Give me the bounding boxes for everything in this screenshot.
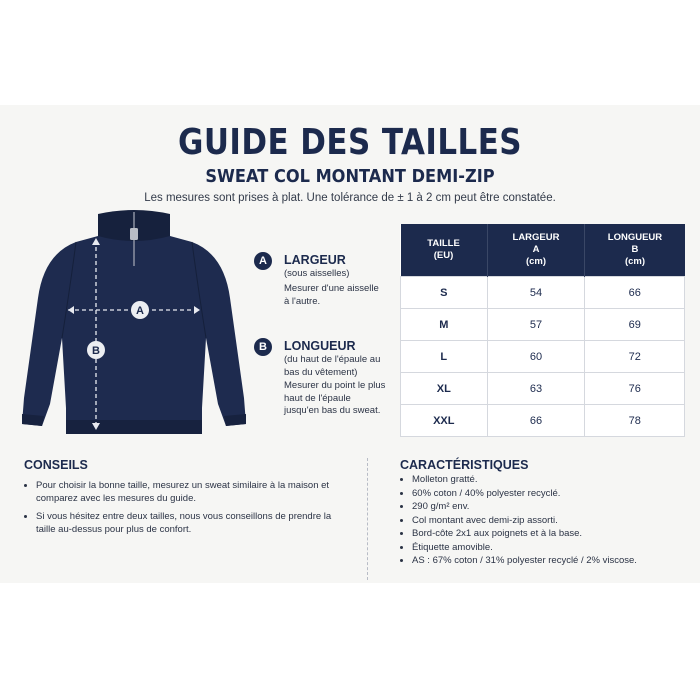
header-length-label: LONGUEUR [607,232,663,243]
length-cell: 72 [585,341,685,373]
header-size-label: TAILLE [427,238,460,249]
measure-a-description: Mesurer d'une aisselle à l'autre. [284,283,379,307]
table-row [401,405,685,437]
length-cell: 69 [585,309,685,341]
header-length-marker: B [631,244,639,255]
width-cell: 60 [487,341,585,373]
list-item: • Molleton gratté. [412,473,697,486]
zip-pull-icon [130,228,138,240]
width-cell: 54 [487,277,585,309]
width-cell: 66 [487,405,585,437]
length-cell: 76 [585,373,685,405]
header-size [401,224,488,277]
measure-b-title: LONGUEUR [284,339,356,353]
marker-b-label: B [92,345,100,357]
measure-b-description: Mesurer du point le plus haut de l'épaule jusqu'en bas du sweat. [284,380,386,416]
letter-a-marker-icon: A [254,252,272,270]
marker-a-label: A [136,305,144,317]
size-cell: L [401,341,488,373]
list-item: • AS : 67% coton / 31% polyester recyclé / 2% viscose. [412,554,697,567]
length-cell: 78 [585,405,685,437]
page-subtitle: SWEAT COL MONTANT DEMI-ZIP [205,166,495,187]
sweatshirt-illustration [16,208,252,444]
header-width [487,224,585,277]
header-width-marker: A [532,244,540,255]
measure-b-subtitle: (du haut de l'épaule au bas du vêtement) [284,354,381,378]
size-cell: M [401,309,488,341]
list-item: • Col montant avec demi-zip assorti. [412,514,697,527]
measure-a-subtitle: (sous aisselles) [284,268,350,279]
measure-a-title: LARGEUR [284,253,346,267]
section-divider [367,458,368,580]
size-cell: XL [401,373,488,405]
letter-b-marker-icon: B [254,338,272,356]
size-table-header [401,224,685,277]
tips-title: CONSEILS [24,458,88,472]
waistband [66,420,202,434]
size-table [400,224,685,437]
table-row [401,341,685,373]
table-row [401,309,685,341]
list-item: • Si vous hésitez entre deux tailles, nous vous conseillons de prendre la taille au-dessus pour plus de confort. [36,510,348,536]
header-length-unit: (cm) [624,256,645,267]
page-title: GUIDE DES TAILLES [177,122,523,163]
features-list [400,473,697,568]
length-cell: 66 [585,277,685,309]
list-item: • Étiquette amovible. [412,541,697,554]
size-cell: S [401,277,488,309]
header-size-unit: (EU) [433,250,454,261]
size-cell: XXL [401,405,488,437]
left-cuff [22,414,44,426]
header-length [585,224,685,277]
width-cell: 57 [487,309,585,341]
list-item: • Pour choisir la bonne taille, mesurez un sweat similaire à la maison et comparez avec les mesures du guide. [36,479,348,505]
list-item: • 60% coton / 40% polyester recyclé. [412,487,697,500]
right-cuff [224,414,246,426]
list-item: • Bord-côte 2x1 aux poignets et à la base. [412,527,697,540]
list-item: • 290 g/m² env. [412,500,697,513]
width-cell: 63 [487,373,585,405]
table-row [401,373,685,405]
tips-list [24,479,348,541]
features-title: CARACTÉRISTIQUES [400,458,529,472]
intro-text: Les mesures sont prises à plat. Une tolérance de ± 1 à 2 cm peut être constatée. [144,192,556,204]
header-width-unit: (cm) [525,256,547,267]
table-row [401,277,685,309]
header-width-label: LARGEUR [512,232,560,243]
